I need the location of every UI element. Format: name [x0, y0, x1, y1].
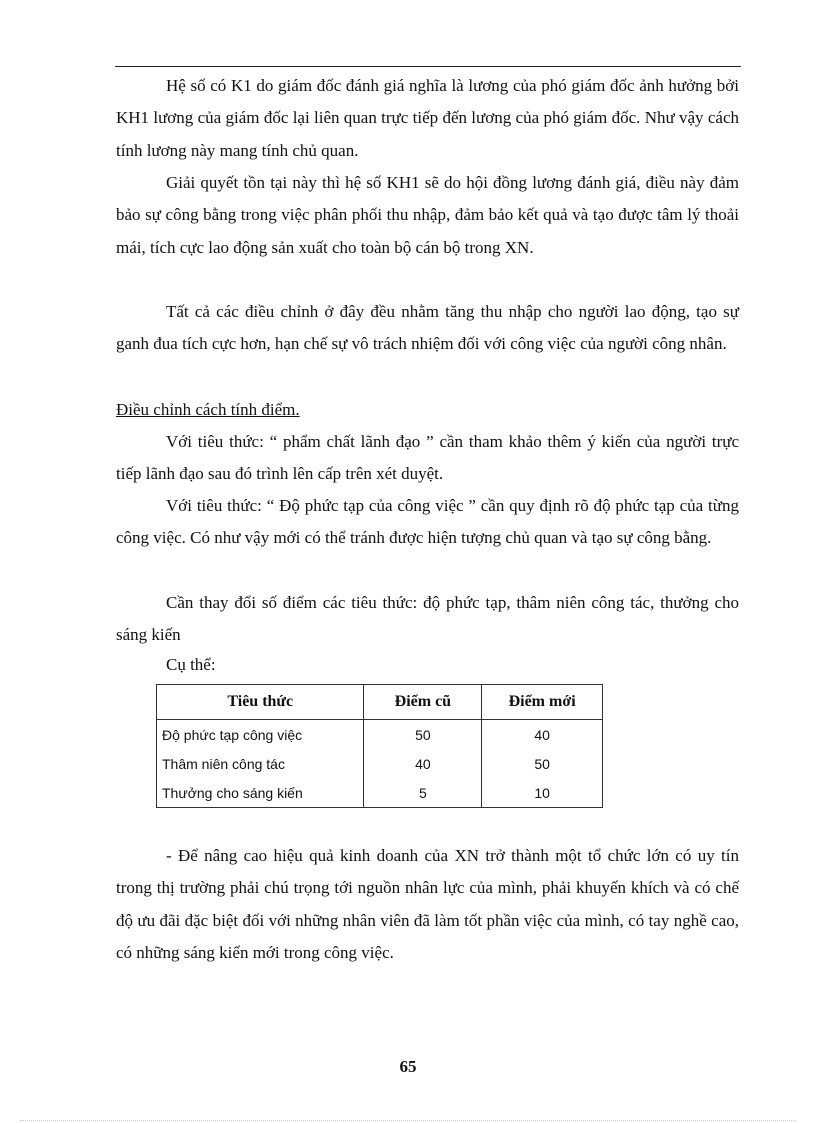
paragraph-6: Cần thay đổi số điểm các tiêu thức: độ phức tạp, thâm niên công tác, thưởng cho sáng kiến [116, 593, 739, 645]
new-score-cell: 40 [482, 720, 603, 750]
criteria-cell: Thưởng cho sáng kiến [157, 778, 364, 808]
paragraph-4: Với tiêu thức: “ phẩm chất lãnh đạo ” cần tham khảo thêm ý kiến của người trực tiếp lãnh đạo sau đó trình lên cấp trên xét duyệt. [116, 432, 739, 484]
old-score-cell: 5 [364, 778, 482, 808]
old-score-cell: 40 [364, 749, 482, 778]
header-rule [115, 66, 741, 67]
new-score-cell: 10 [482, 778, 603, 808]
page-number: 65 [399, 1057, 417, 1076]
score-table [156, 684, 603, 808]
header-criteria: Tiêu thức [157, 685, 364, 720]
header-new-score: Điểm mới [482, 685, 603, 720]
old-score-cell: 50 [364, 720, 482, 750]
header-old-score: Điểm cũ [364, 685, 482, 720]
table-header-row [157, 685, 603, 720]
new-score-cell: 50 [482, 749, 603, 778]
paragraph-2: Giải quyết tồn tại này thì hệ số KH1 sẽ do hội đồng lương đánh giá, điều này đảm bảo sự công bằng trong việc phân phối thu nhập, đảm bảo kết quả và tạo được tâm lý thoải mái, tích cực lao động sản xuất cho toàn bộ cán bộ trong XN. [116, 173, 739, 257]
criteria-cell: Thâm niên công tác [157, 749, 364, 778]
table-row [157, 720, 603, 750]
table-row [157, 778, 603, 808]
paragraph-5: Với tiêu thức: “ Độ phức tạp của công việc ” cần quy định rõ độ phức tạp của từng công việc. Có như vậy mới có thể tránh được hiện tượng chủ quan và tạo sự công bằng. [116, 496, 739, 548]
paragraph-3: Tất cả các điều chỉnh ở đây đều nhằm tăng thu nhập cho người lao động, tạo sự ganh đua tích cực hơn, hạn chế sự vô trách nhiệm đối với công việc của người công nhân. [116, 302, 739, 354]
table-intro-label: Cụ thể: [166, 655, 216, 674]
paragraph-1: Hệ số có K1 do giám đốc đánh giá nghĩa là lương của phó giám đốc ảnh hưởng bởi KH1 lương của giám đốc lại liên quan trực tiếp đến lương của phó giám đốc. Như vậy cách tính lương này mang tính chủ quan. [116, 76, 739, 160]
table-row [157, 749, 603, 778]
section-heading: Điều chỉnh cách tính điểm. [116, 400, 300, 419]
paragraph-7: - Để nâng cao hiệu quả kinh doanh của XN trở thành một tổ chức lớn có uy tín trong thị trường phải chú trọng tới nguồn nhân lực của mình, phải khuyến khích và có chế độ ưu đãi đặc biệt đối với những nhân viên đã làm tốt phần việc của mình, có tay nghề cao, có những sáng kiến mới trong công việc. [116, 846, 739, 962]
footer-dotted-line [20, 1120, 796, 1121]
criteria-cell: Độ phức tạp công việc [157, 720, 364, 750]
